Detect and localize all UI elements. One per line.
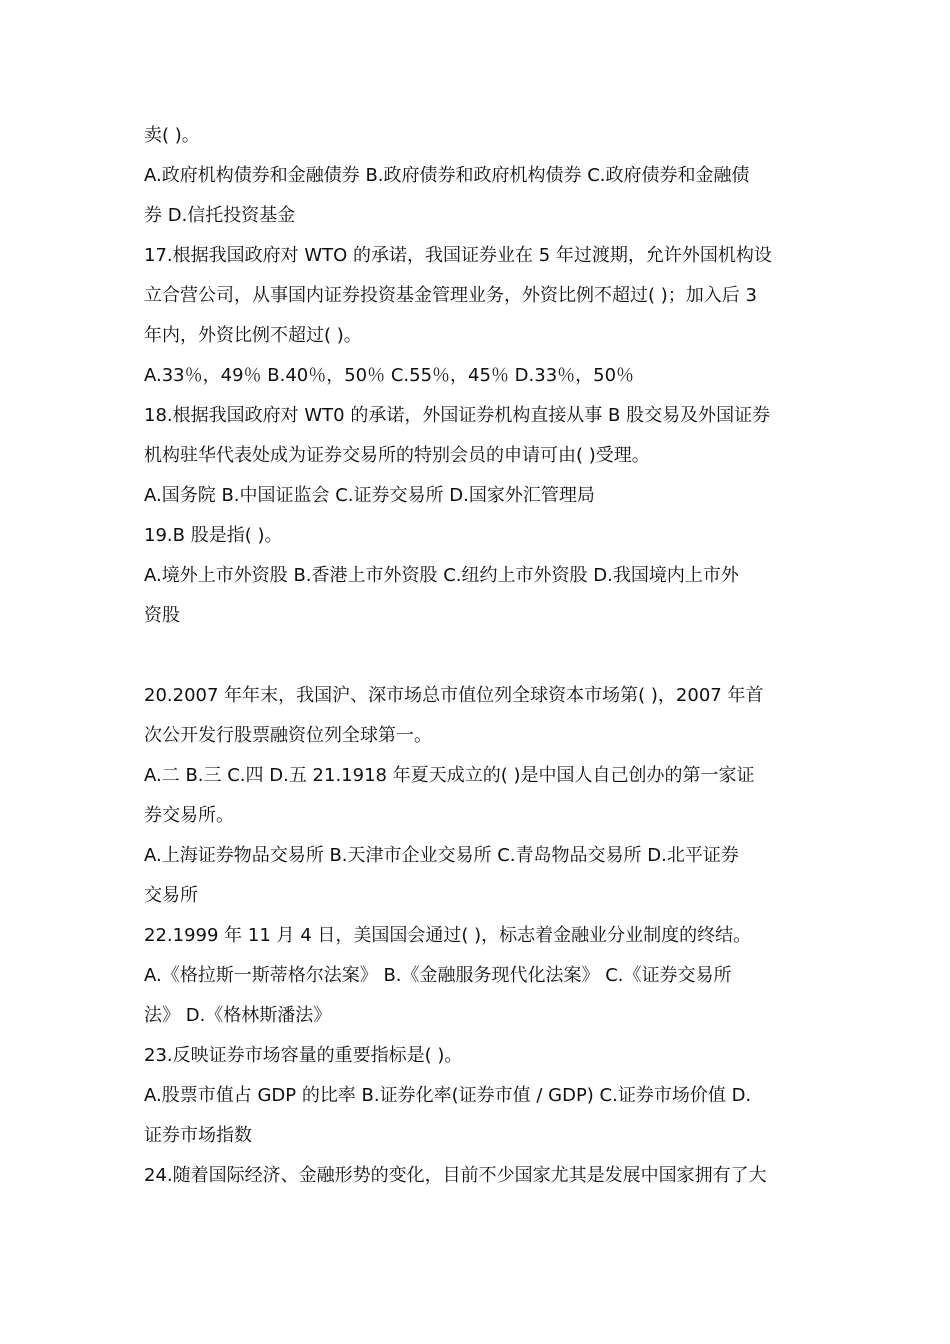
text-line: 券交易所。 [144, 805, 234, 826]
text-line: 券 D.信托投资基金 [144, 205, 296, 226]
text-line: 17.根据我国政府对 WTO 的承诺，我国证券业在 5 年过渡期，允许外国机构设 [144, 245, 772, 266]
text-line: 资股 [144, 605, 180, 626]
text-line: 交易所 [144, 885, 198, 906]
text-line: 23.反映证券市场容量的重要指标是( )。 [144, 1045, 463, 1066]
text-line: 22.1999 年 11 月 4 日，美国国会通过( )，标志着金融业分业制度的终结。 [144, 925, 752, 946]
text-line: A.二 B.三 C.四 D.五 21.1918 年夏天成立的( )是中国人自己创办的第一家证 [144, 765, 755, 786]
text-line: A.《格拉斯一斯蒂格尔法案》 B.《金融服务现代化法案》 C.《证券交易所 [144, 965, 732, 986]
text-line: 立合营公司，从事国内证券投资基金管理业务，外资比例不超过( )；加入后 3 [144, 285, 757, 306]
text-line: 卖( )。 [144, 125, 200, 146]
text-line: 机构驻华代表处成为证券交易所的特别会员的申请可由( )受理。 [144, 445, 650, 466]
text-line: A.国务院 B.中国证监会 C.证券交易所 D.国家外汇管理局 [144, 485, 595, 506]
text-line: 年内，外资比例不超过( )。 [144, 325, 362, 346]
text-line: 20.2007 年年末，我国沪、深市场总市值位列全球资本市场第( )，2007 年首 [144, 685, 764, 706]
text-line: A.33％，49％ B.40％，50％ C.55％，45％ D.33％，50％ [144, 365, 635, 386]
text-line: 证券市场指数 [144, 1125, 252, 1146]
text-line: A.境外上市外资股 B.香港上市外资股 C.纽约上市外资股 D.我国境内上市外 [144, 565, 739, 586]
text-line: 18.根据我国政府对 WT0 的承诺，外国证券机构直接从事 B 股交易及外国证券 [144, 405, 771, 426]
text-line: A.政府机构债券和金融债券 B.政府债券和政府机构债券 C.政府债券和金融债 [144, 165, 750, 186]
text-line: 次公开发行股票融资位列全球第一。 [144, 725, 432, 746]
text-line: 24.随着国际经济、金融形势的变化，目前不少国家尤其是发展中国家拥有了大 [144, 1165, 767, 1186]
text-line: 19.B 股是指( )。 [144, 525, 283, 546]
text-line: 法》 D.《格林斯潘法》 [144, 1005, 332, 1026]
text-line: A.上海证券物品交易所 B.天津市企业交易所 C.青岛物品交易所 D.北平证券 [144, 845, 739, 866]
text-line: A.股票市值占 GDP 的比率 B.证券化率(证券市值 / GDP) C.证券市场价值 D. [144, 1085, 752, 1106]
